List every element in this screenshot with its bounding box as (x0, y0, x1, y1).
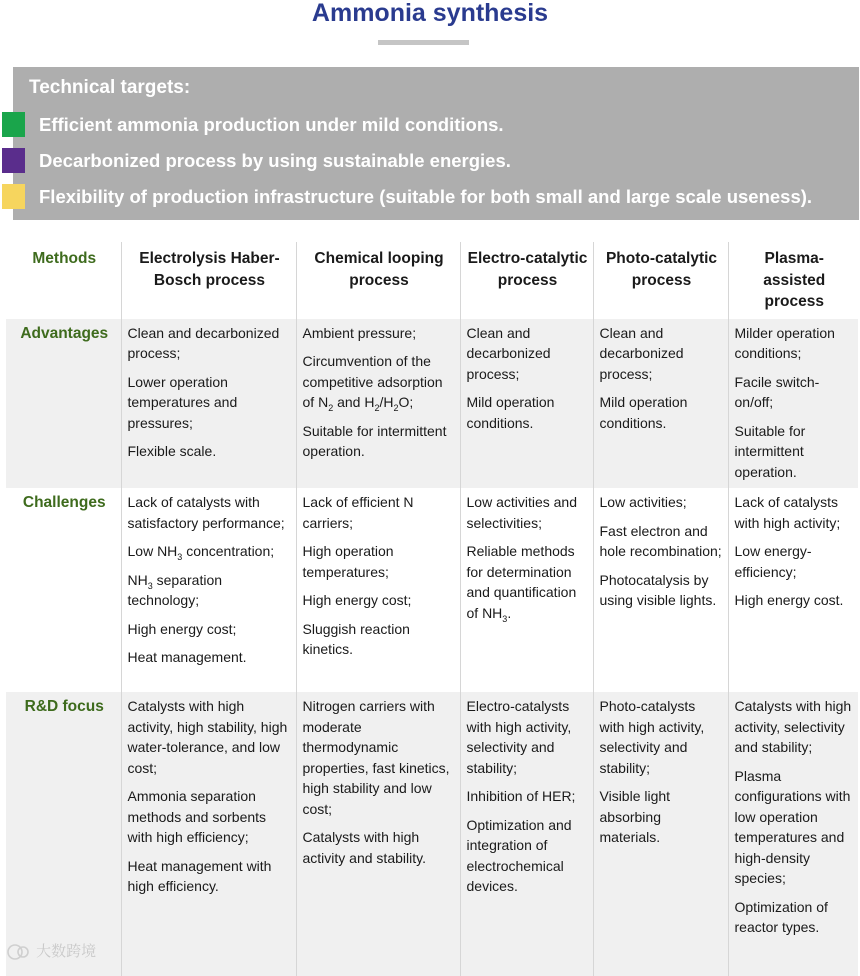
cell-item: Suitable for intermittent operation. (302, 422, 447, 459)
cell-item: Circumvention of the competitive adsorption of $N_2$ and $H_2/H_2O$; (302, 353, 443, 413)
cell-item: Low energy-efficiency; (734, 543, 812, 580)
technical-targets-box (13, 67, 859, 220)
target-item: Flexibility of production infrastructure (suitable for both small and large scale useness). (39, 186, 813, 207)
cell-item: Catalysts with high activity, high stability, high water-tolerance, and low cost; (127, 698, 288, 776)
column-header: Electro-catalytic process (460, 242, 593, 319)
table-cell (121, 488, 296, 692)
watermark-logo-icon (6, 943, 32, 961)
table-row (6, 692, 858, 976)
row-label: R&D focus (6, 692, 121, 976)
table-cell (296, 488, 460, 692)
cell-item: Heat management with high efficiency. (127, 857, 272, 894)
methods-comparison-table (6, 242, 858, 976)
cell-item: Clean and decarbonized process; (466, 324, 551, 382)
target-item: Efficient ammonia production under mild conditions. (39, 114, 504, 135)
watermark-text: 大数跨境 (36, 943, 97, 960)
cell-item: $NH_3$ separation technology; (127, 571, 223, 608)
cell-item: High energy cost. (734, 592, 844, 608)
watermark (6, 940, 96, 961)
methods-header: Methods (6, 242, 121, 319)
cell-item: Lack of catalysts with high activity; (734, 494, 841, 531)
cell-item: Lower operation temperatures and pressures; (127, 373, 238, 431)
cell-item: Electro-catalysts with high activity, selectivity and stability; (466, 698, 572, 776)
table-cell (121, 692, 296, 976)
cell-item: Reliable methods for determination and quantification of $NH_3$. (466, 543, 577, 624)
row-label: Challenges (6, 488, 121, 692)
table-cell (296, 692, 460, 976)
cell-item: Visible light absorbing materials. (599, 788, 671, 845)
target-marker-purple (2, 148, 25, 173)
table-cell (728, 692, 858, 976)
cell-item: Low activities; (599, 494, 687, 510)
target-marker-green (2, 112, 25, 137)
cell-item: High operation temperatures; (302, 543, 394, 580)
table-cell (121, 319, 296, 489)
cell-item: Photocatalysis by using visible lights. (599, 571, 717, 608)
cell-item: Optimization and integration of electrochemical devices. (466, 816, 572, 894)
cell-item: Low activities and selectivities; (466, 494, 578, 531)
cell-item: Ambient pressure; (302, 324, 417, 341)
cell-item: Catalysts with high activity, selectivity and stability; (734, 698, 852, 755)
cell-item: Mild operation conditions. (466, 394, 555, 431)
cell-item: Low $NH_3$ concentration; (127, 543, 275, 562)
column-header: Plasma-assisted process (728, 242, 858, 319)
title-underline (378, 40, 469, 45)
table-cell (460, 692, 593, 976)
table-cell (460, 488, 593, 692)
cell-item: Plasma configurations with low operation temperatures and high-density species; (734, 767, 851, 886)
column-header: Electrolysis Haber-Bosch process (121, 242, 296, 319)
target-item: Decarbonized process by using sustainable energies. (39, 150, 511, 171)
table-row (6, 319, 858, 489)
cell-item: Lack of efficient N carriers; (302, 494, 414, 531)
row-label: Advantages (6, 319, 121, 489)
table-cell (460, 319, 593, 489)
page-title: Ammonia synthesis (311, 0, 549, 27)
cell-item: Fast electron and hole recombination; (599, 522, 722, 559)
cell-item: Optimization of reactor types. (734, 898, 828, 935)
target-marker-yellow (2, 184, 25, 209)
cell-item: Flexible scale. (127, 443, 217, 459)
cell-item: Photo-catalysts with high activity, selectivity and stability; (599, 698, 705, 776)
table-cell (728, 488, 858, 692)
cell-item: Facile switch-on/off; (734, 373, 820, 410)
cell-item: Inhibition of HER; (466, 788, 576, 804)
column-header: Chemical looping process (296, 242, 460, 319)
cell-item: Mild operation conditions. (599, 394, 688, 431)
cell-item: Clean and decarbonized process; (127, 324, 280, 361)
cell-item: Sluggish reaction kinetics. (302, 620, 410, 657)
cell-item: Lack of catalysts with satisfactory performance; (127, 494, 285, 531)
table-cell (593, 692, 728, 976)
cell-item: Suitable for intermittent operation. (734, 422, 806, 480)
cell-item: Milder operation conditions; (734, 324, 835, 361)
cell-item: High energy cost; (127, 620, 237, 637)
targets-heading: Technical targets: (29, 77, 191, 98)
table-row (6, 488, 858, 692)
column-header: Photo-catalytic process (593, 242, 728, 319)
cell-item: Ammonia separation methods and sorbents with high efficiency; (127, 788, 267, 845)
table-cell (593, 319, 728, 489)
table-cell (296, 319, 460, 489)
cell-item: High energy cost; (302, 592, 412, 608)
cell-item: Heat management. (127, 649, 247, 665)
cell-item: Nitrogen carriers with moderate thermodynamic properties, fast kinetics, high stability and low cost; (302, 698, 450, 817)
cell-item: Catalysts with high activity and stability. (302, 829, 426, 866)
table-cell (728, 319, 858, 489)
cell-item: Clean and decarbonized process; (599, 324, 684, 382)
table-cell (593, 488, 728, 692)
